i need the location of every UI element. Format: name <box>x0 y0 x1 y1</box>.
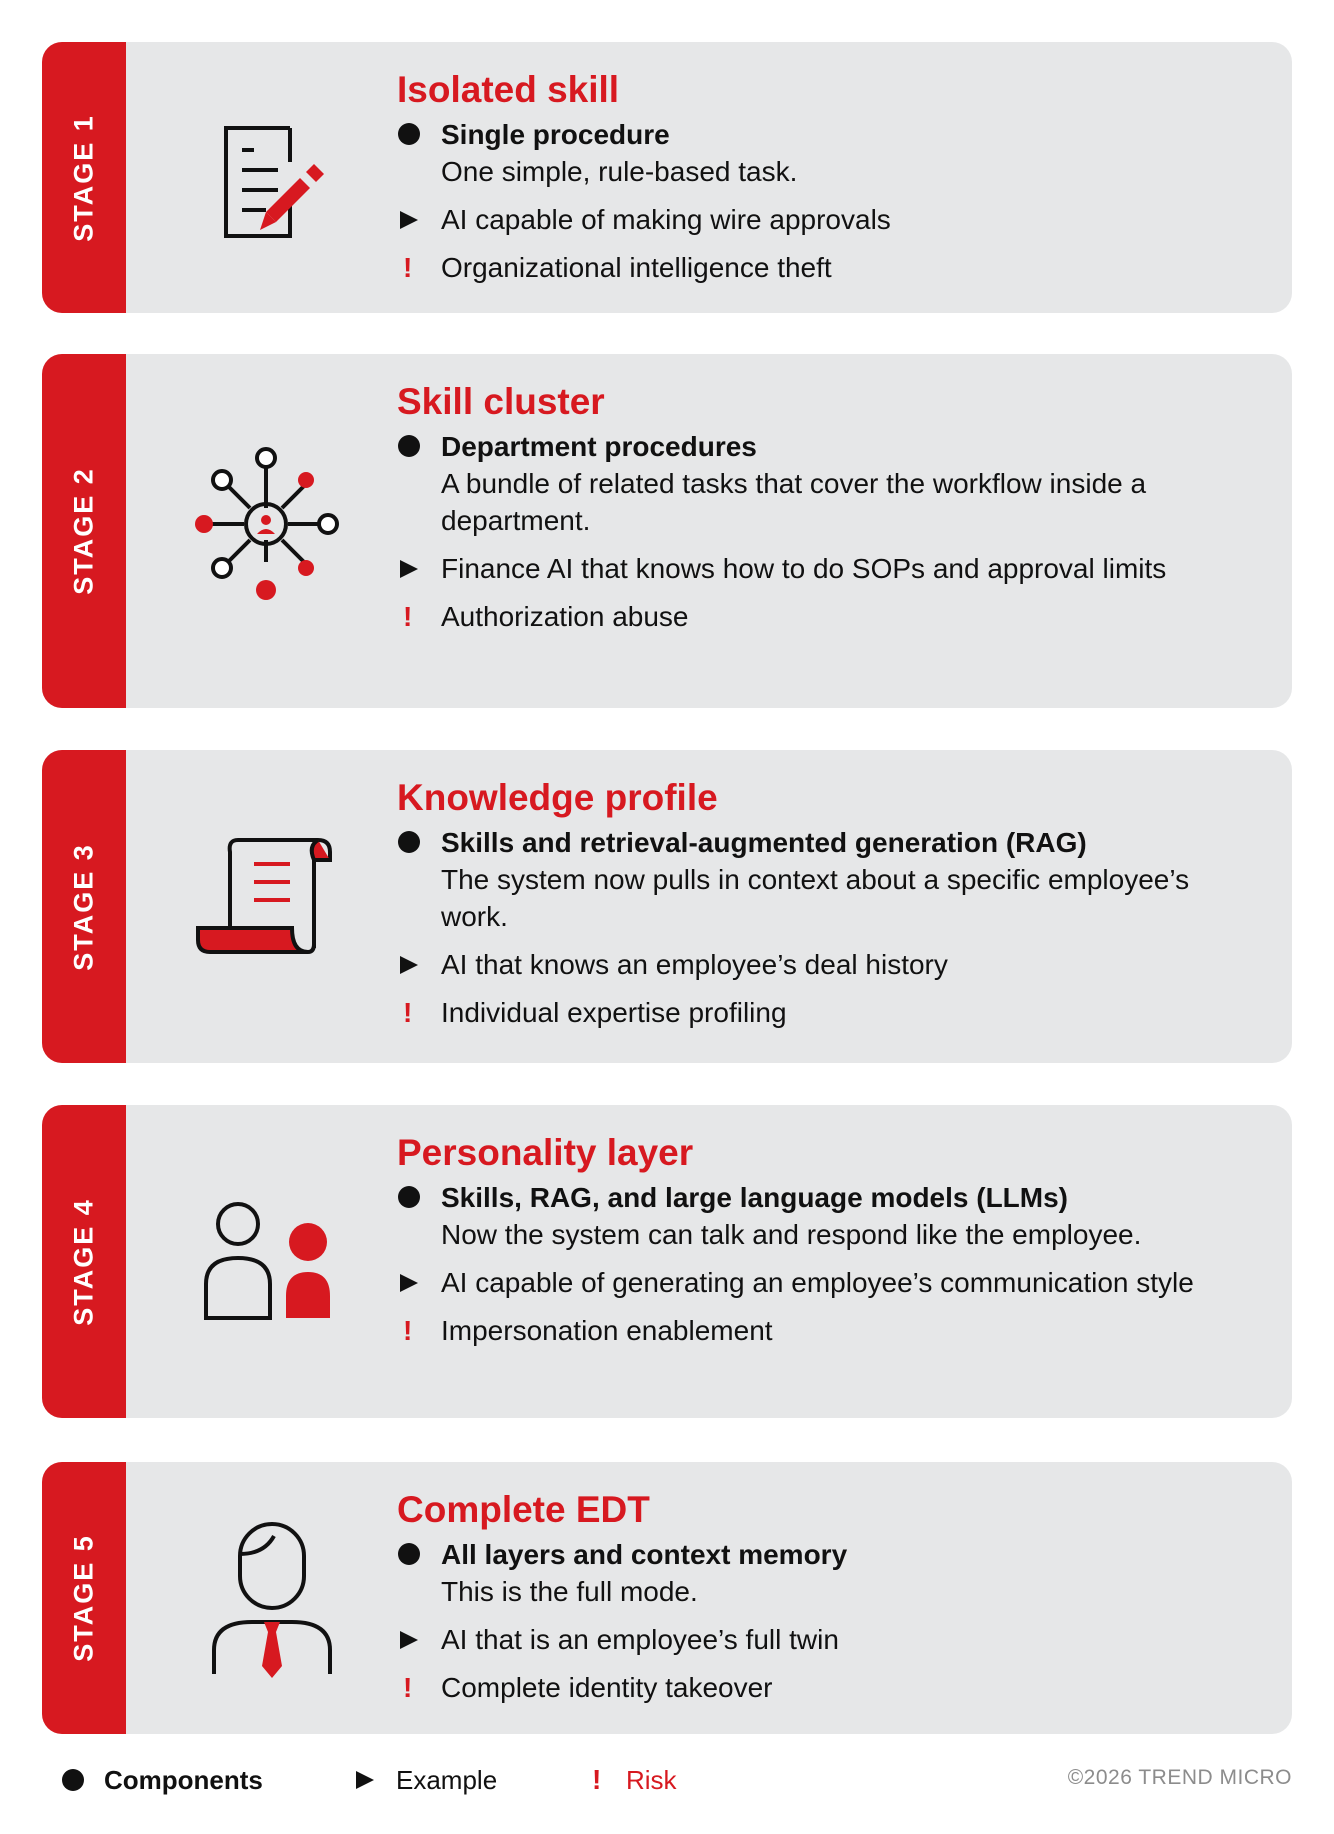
stage-4-risk <box>397 1312 1262 1349</box>
play-triangle-icon <box>400 1274 418 1292</box>
stage-5-label: STAGE 5 <box>68 1534 99 1662</box>
stage-5-title: Complete EDT <box>397 1489 650 1530</box>
bullet-dot-icon <box>398 831 420 853</box>
stage-2-risk <box>397 598 1262 635</box>
component-label: All layers and context memory <box>441 1539 848 1570</box>
stage-1-card <box>42 42 1292 313</box>
stage-2-card <box>42 354 1292 708</box>
scroll-icon <box>182 820 342 980</box>
play-triangle-icon <box>400 956 418 974</box>
stage-3-component <box>397 824 1262 935</box>
risk-text: Organizational intelligence theft <box>441 252 832 283</box>
employee-icon <box>182 1510 342 1670</box>
risk-text: Authorization abuse <box>441 601 689 632</box>
stage-4-card <box>42 1105 1292 1418</box>
bullet-dot-icon <box>398 1543 420 1565</box>
stage-2-component <box>397 428 1262 539</box>
component-desc: The system now pulls in context about a specific employee’s work. <box>441 864 1190 932</box>
stage-4-component <box>397 1179 1262 1253</box>
example-text: Finance AI that knows how to do SOPs and approval limits <box>441 553 1167 584</box>
stage-1-component <box>397 116 1262 190</box>
document-pen-icon <box>182 102 342 262</box>
stage-4-title: Personality layer <box>397 1132 694 1173</box>
stage-4-bar <box>42 1105 126 1418</box>
stage-2-label: STAGE 2 <box>68 467 99 595</box>
component-label: Skills and retrieval-augmented generation (RAG) <box>441 827 1087 858</box>
risk-text: Individual expertise profiling <box>441 997 787 1028</box>
stage-4-example <box>397 1264 1262 1301</box>
stage-3-label: STAGE 3 <box>68 842 99 971</box>
stage-1-title: Isolated skill <box>397 69 620 110</box>
stage-1-label: STAGE 1 <box>68 113 99 242</box>
exclamation-icon: ! <box>592 1764 602 1795</box>
stage-1-bar <box>42 42 126 313</box>
stage-3-content <box>397 776 1262 1031</box>
play-triangle-icon <box>400 211 418 229</box>
stage-3-card <box>42 750 1292 1063</box>
bullet-dot-icon <box>398 123 420 145</box>
example-text: AI that is an employee’s full twin <box>441 1624 839 1655</box>
component-desc: This is the full mode. <box>441 1576 698 1607</box>
exclamation-icon: ! <box>403 252 413 283</box>
legend-components-label: Components <box>104 1765 263 1795</box>
stage-4-content <box>397 1131 1262 1349</box>
component-label: Department procedures <box>441 431 757 462</box>
stage-1-risk <box>397 249 1262 286</box>
stage-1-example <box>397 201 1262 238</box>
play-triangle-icon <box>400 1631 418 1649</box>
stage-2-example <box>397 550 1262 587</box>
example-text: AI capable of generating an employee’s communication style <box>441 1267 1194 1298</box>
exclamation-icon: ! <box>403 997 413 1028</box>
component-label: Single procedure <box>441 119 670 150</box>
component-desc: A bundle of related tasks that cover the workflow inside a department. <box>441 468 1147 536</box>
legend-risk-label: Risk <box>626 1765 677 1795</box>
stage-4-label: STAGE 4 <box>68 1197 99 1326</box>
stage-5-risk <box>397 1669 1262 1706</box>
stage-5-card <box>42 1462 1292 1734</box>
bullet-dot-icon <box>398 1186 420 1208</box>
stage-3-risk <box>397 994 1262 1031</box>
example-text: AI capable of making wire approvals <box>441 204 891 235</box>
stage-3-example <box>397 946 1262 983</box>
example-text: AI that knows an employee’s deal history <box>441 949 948 980</box>
exclamation-icon: ! <box>403 601 413 632</box>
stage-5-content <box>397 1488 1262 1706</box>
two-people-icon <box>182 1190 342 1350</box>
legend-example-label: Example <box>396 1765 498 1795</box>
stage-2-bar <box>42 354 126 708</box>
play-triangle-icon <box>356 1771 374 1789</box>
stage-3-title: Knowledge profile <box>397 777 718 818</box>
play-triangle-icon <box>400 560 418 578</box>
component-desc: One simple, rule-based task. <box>441 156 798 187</box>
stage-3-bar <box>42 750 126 1063</box>
bullet-dot-icon <box>398 435 420 457</box>
network-hub-icon <box>182 444 342 604</box>
component-desc: Now the system can talk and respond like the employee. <box>441 1219 1142 1250</box>
exclamation-icon: ! <box>403 1315 413 1346</box>
risk-text: Impersonation enablement <box>441 1315 773 1346</box>
stage-5-component <box>397 1536 1262 1610</box>
component-label: Skills, RAG, and large language models (LLMs) <box>441 1182 1069 1213</box>
bullet-dot-icon <box>62 1769 84 1791</box>
copyright: ©2026 TREND MICRO <box>1067 1766 1292 1789</box>
stage-1-content <box>397 68 1262 286</box>
stage-5-bar <box>42 1462 126 1734</box>
exclamation-icon: ! <box>403 1672 413 1703</box>
stage-5-example <box>397 1621 1262 1658</box>
stage-2-title: Skill cluster <box>397 381 605 422</box>
stage-2-content <box>397 380 1262 635</box>
risk-text: Complete identity takeover <box>441 1672 773 1703</box>
